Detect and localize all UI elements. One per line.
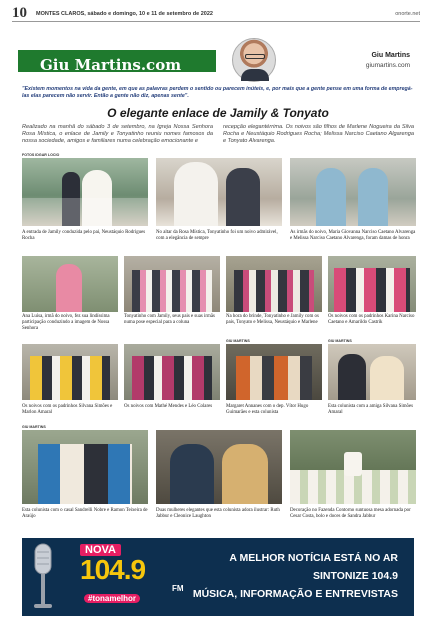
photo-godparents-silvana[interactable] (22, 344, 118, 400)
photo-sandrelli-ramon[interactable] (22, 430, 148, 504)
photo-margaret[interactable] (226, 344, 322, 400)
photo-decoration[interactable] (290, 430, 416, 504)
photo-caption: Decoração no Fazenda Contorno suntuosa mesa adornada por Cesar Costa, bolo e doces de Sandra Jabbur (290, 508, 411, 519)
station-frequency: 104.9 (80, 554, 146, 585)
photo-caption: Margaret Annanes com o dep. Vítor Hugo Guimarães e esta colunista (226, 404, 309, 415)
suit-shape (241, 69, 269, 81)
ad-line-2: SINTONIZE 104.9 (312, 570, 398, 582)
site-link[interactable]: onorte.net (395, 10, 420, 17)
photo-caption: Os noivos com os padrinhos Karina Narciso Caetano e Amarildo Castrik (328, 314, 415, 325)
photo-caption: Esta colunista com o casal Sandrelli Nobre e Ramon Teixeira de Araújo (22, 508, 148, 519)
photo-caption: Os noivos com Mathé Mendes e Léo Colares (124, 404, 213, 409)
photo-family-pose[interactable] (124, 256, 220, 312)
ad-line-1: A MELHOR NOTÍCIA ESTÁ NO AR (229, 552, 398, 564)
microphone-icon (28, 542, 58, 612)
photo-godparents-karina[interactable] (328, 256, 416, 312)
article-lead (22, 124, 414, 146)
photo-credit: FOTOS IDGAR LOCIO (22, 153, 60, 157)
photo-mathe-leo[interactable] (124, 344, 220, 400)
radio-ad-banner[interactable] (22, 538, 414, 616)
lead-left: Realizado na manhã do sábado 3 de setembro, na Igreja Nossa Senhora Rosa Mística, o enlace de Jamily e Tonyatinho reuniu nomes famosos da nossa sociedade, amigos e familiares numa celebração emocionante e (22, 124, 213, 145)
brand-bar (18, 50, 216, 72)
ad-line-3: MÚSICA, INFORMAÇÃO E ENTREVISTAS (192, 588, 398, 600)
photo-credit: GIU MARTINS (226, 339, 250, 343)
lead-right: recepção elegantérrima. Os noivos são filhos de Marlene Nogueira da Silva Rocha e Neustáquio Rodrigues Rocha; Melissa Narciso Caetano Algarenga e Tonyato Alvarenga. (223, 124, 414, 145)
station-hashtag: #tonamelhor (84, 594, 140, 603)
photo-credit: GIU MARTINS (22, 425, 46, 429)
page-header-bar (12, 6, 420, 22)
column-header (18, 46, 414, 74)
column-brand: Giu Martins.com (40, 56, 182, 74)
photo-caption: Esta colunista com a amiga Silvana Simões Amaral (328, 404, 414, 415)
photo-credit: GIU MARTINS (328, 339, 352, 343)
glasses-shape (245, 54, 265, 59)
photo-toast[interactable] (226, 256, 322, 312)
author-name: Giu Martins (371, 52, 410, 59)
article-headline: O elegante enlace de Jamily & Tonyato (107, 106, 329, 120)
page-number: 10 (12, 5, 27, 21)
photo-altar[interactable] (156, 158, 282, 226)
photo-caption: Duas mulheres elegantes que esta colunista adora ilustrar: Ruth Jabbur e Cleonice Laughton (156, 508, 280, 519)
photo-silvana[interactable] (328, 344, 416, 400)
photo-caption: Ana Luísa, irmã do noivo, fez sua lindíssima participação conduzindo a imagem de Nossa Senhora (22, 314, 110, 331)
author-avatar (232, 38, 276, 82)
photo-caption: Na hora do brinde, Tonyatinho e Jamily com os pais, Tonyato e Melissa, Neustáquio e Marlene (226, 314, 319, 325)
photo-caption: As irmãs do noivo, Maria Giovanna Narciso Caetano Alvarenga e Melissa Narciso Caetano Alvarenga, foram damas de honra (290, 230, 416, 241)
photo-bride-entrance[interactable] (22, 158, 148, 226)
photo-caption: Tonyatinho com Jamily, seus pais e suas irmãs numa pose especial para a coluna (124, 314, 215, 325)
station-band: FM (172, 584, 184, 593)
photo-caption: A entrada de Jamily conduzida pelo pai, Neustáquio Rodrigues Rocha (22, 230, 146, 241)
dateline: MONTES CLAROS, sábado e domingo, 10 e 11 de setembro de 2022 (36, 10, 213, 17)
author-site[interactable]: giumartins.com (365, 62, 410, 69)
photo-caption: No altar da Rosa Mística, Tonyatinho foi um noivo admirável, com a elegância de sempre (156, 230, 278, 241)
photo-ana-luisa[interactable] (22, 256, 118, 312)
station-name: NOVA (80, 544, 121, 556)
photo-bridesmaids[interactable] (290, 158, 416, 226)
photo-caption: Os noivos com os padrinhos Silvana Simões e Marlon Amaral (22, 404, 113, 415)
quote-text: "Existem momentos na vida da gente, em que as palavras perdem o sentido ou parecem inúteis, e, por mais que a gente pense em uma forma de empregá-las elas parecem não servir. Então a gente não diz, apenas sente". (22, 86, 413, 99)
photo-ruth-cleonice[interactable] (156, 430, 282, 504)
